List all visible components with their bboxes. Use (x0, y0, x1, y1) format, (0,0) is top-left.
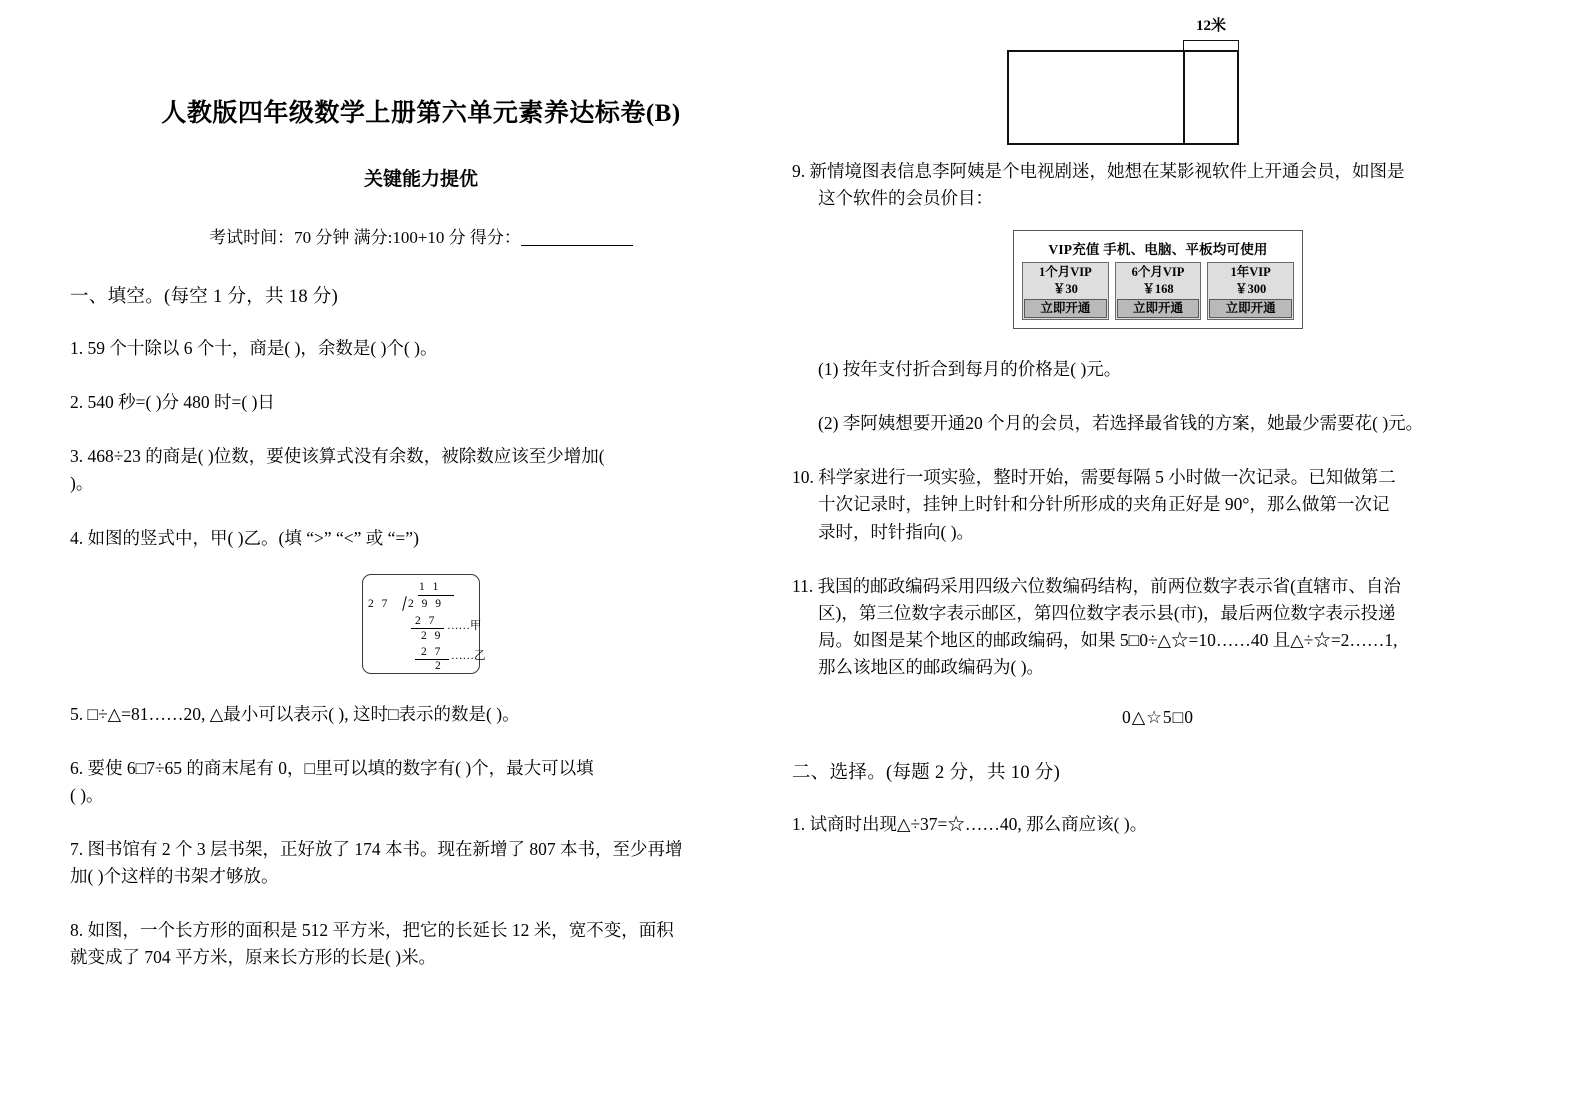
question-10-line-3: 录时，时针指向( )。 (818, 521, 975, 542)
vip-card (1207, 262, 1294, 320)
question-3 (70, 443, 772, 497)
division-step-3: 2 7 (421, 645, 443, 658)
postal-code-figure: 0△☆5□0 (1122, 707, 1194, 728)
vip-card-name: 1个月VIP (1038, 265, 1092, 280)
vip-card-name: 1年VIP (1230, 265, 1271, 280)
question-7-line-1: 7. 图书馆有 2 个 3 层书架，正好放了 174 本书。现在新增了 807 本书，至少再增 (70, 839, 683, 859)
section-one-heading: 一、填空。(每空 1 分，共 18 分) (70, 287, 339, 307)
division-quotient: 1 1 (419, 580, 441, 593)
question-5: 5. □÷△=81……20, △最小可以表示( ), 这时□表示的数是( )。 (70, 703, 520, 724)
question-11-line-2: 区)，第三位数字表示邮区，第四位数字表示县(市)，最后两位数字表示投递 (818, 602, 1396, 623)
division-remainder: 2 (435, 659, 444, 672)
vip-figure-header: VIP充值 手机、电脑、平板均可使用 (1048, 242, 1268, 258)
division-step-1-label: ……甲 (447, 619, 482, 632)
question-9-sub-2: (2) 李阿姨想要开通20 个月的会员，若选择最省钱的方案，她最少需要花( )元。 (818, 413, 1424, 434)
vip-card-name: 6个月VIP (1131, 265, 1185, 280)
division-bracket-slash (402, 596, 407, 611)
question-11-line-4: 那么该地区的邮政编码为( )。 (818, 657, 1045, 677)
question-3-line-2: )。 (70, 473, 94, 494)
division-divisor: 2 7 (368, 597, 390, 610)
question-7-line-2: 加( )个这样的书架才够放。 (70, 866, 279, 887)
section-two-question-1: 1. 试商时出现△÷37=☆……40, 那么商应该( )。 (792, 814, 1148, 835)
question-6-line-2: ( )。 (70, 784, 104, 805)
question-7 (70, 836, 772, 890)
question-6-line-1: 6. 要使 6□7÷65 的商末尾有 0，□里可以填的数字有( )个，最大可以填 (70, 757, 594, 778)
question-9-line-1: 9. 新情境图表信息李阿姨是个电视剧迷，她想在某影视软件上开通会员，如图是 (792, 161, 1405, 181)
division-step-2: 2 9 (421, 629, 443, 642)
question-9 (792, 158, 1524, 212)
vip-subscribe-button[interactable]: 立即开通 (1024, 299, 1107, 318)
question-9-sub-1: (1) 按年支付折合到每月的价格是( )元。 (818, 359, 1122, 379)
question-10-line-2: 十次记录时，挂钟上时针和分针所形成的夹角正好是 90°，那么做第一次记 (818, 494, 1390, 515)
question-10 (792, 464, 1524, 545)
division-step-1: 2 7 (415, 614, 437, 627)
page-title: 人教版四年级数学上册第六单元素养达标卷(B) (161, 100, 681, 127)
vip-card-list (1022, 262, 1294, 320)
question-8-line-2: 就变成了 704 平方米，原来长方形的长是( )米。 (70, 947, 437, 968)
vip-subscribe-button[interactable]: 立即开通 (1117, 299, 1200, 318)
rectangle-figure (1007, 18, 1277, 148)
question-4: 4. 如图的竖式中，甲( )乙。(填 “>” “<” 或 “=”) (70, 527, 419, 548)
exam-meta (70, 223, 772, 248)
right-column (792, 0, 1584, 1119)
question-2: 2. 540 秒=( )分 480 时=( )日 (70, 392, 275, 413)
rectangle-extension-brace (1183, 40, 1239, 50)
section-two-heading: 二、选择。(每题 2 分，共 10 分) (792, 763, 1061, 784)
rectangle-body (1007, 50, 1239, 145)
vip-pricing-figure (1013, 230, 1303, 329)
division-rule-2 (415, 659, 449, 660)
question-8-line-1: 8. 如图，一个长方形的面积是 512 平方米，把它的长延长 12 米，宽不变，面积 (70, 920, 674, 941)
question-8 (70, 917, 772, 971)
question-11-line-1: 11. 我国的邮政编码采用四级六位数编码结构，前两位数字表示省(直辖市、自治 (792, 575, 1401, 596)
division-rule-1 (411, 628, 444, 629)
long-division-figure (362, 574, 486, 674)
question-6 (70, 755, 772, 809)
vip-card-price: ￥30 (1052, 281, 1078, 296)
vip-subscribe-button[interactable]: 立即开通 (1209, 299, 1292, 318)
exam-meta-text: 考试时间：70 分钟 满分:100+10 分 得分： (209, 228, 521, 247)
rectangle-extension-label: 12米 (1195, 18, 1226, 34)
division-dividend: 2 9 9 (408, 597, 444, 610)
vip-card (1022, 262, 1109, 320)
long-division-figure-wrapper (70, 574, 772, 674)
division-quotient-rule (418, 595, 454, 596)
score-blank-line (521, 245, 633, 246)
vip-card-price: ￥300 (1235, 281, 1267, 296)
question-1: 1. 59 个十除以 6 个十，商是( )，余数是( )个( )。 (70, 338, 438, 358)
question-3-line-1: 3. 468÷23 的商是( )位数，要使该算式没有余数，被除数应该至少增加( (70, 446, 605, 467)
question-10-line-1: 10. 科学家进行一项实验，整时开始，需要每隔 5 小时做一次记录。已知做第二 (792, 467, 1396, 488)
vip-card (1115, 262, 1202, 320)
question-11-line-3: 局。如图是某个地区的邮政编码，如果 5□0÷△☆=10……40 且△÷☆=2……1, (818, 629, 1398, 650)
vip-card-price: ￥168 (1142, 281, 1174, 296)
question-9-line-2: 这个软件的会员价目： (818, 188, 993, 209)
division-step-3-label: ……乙 (451, 649, 486, 662)
page-subtitle: 关键能力提优 (363, 169, 478, 190)
vip-pricing-figure-wrapper (792, 230, 1524, 329)
question-11 (792, 573, 1524, 682)
rectangle-divider-line (1183, 50, 1185, 145)
